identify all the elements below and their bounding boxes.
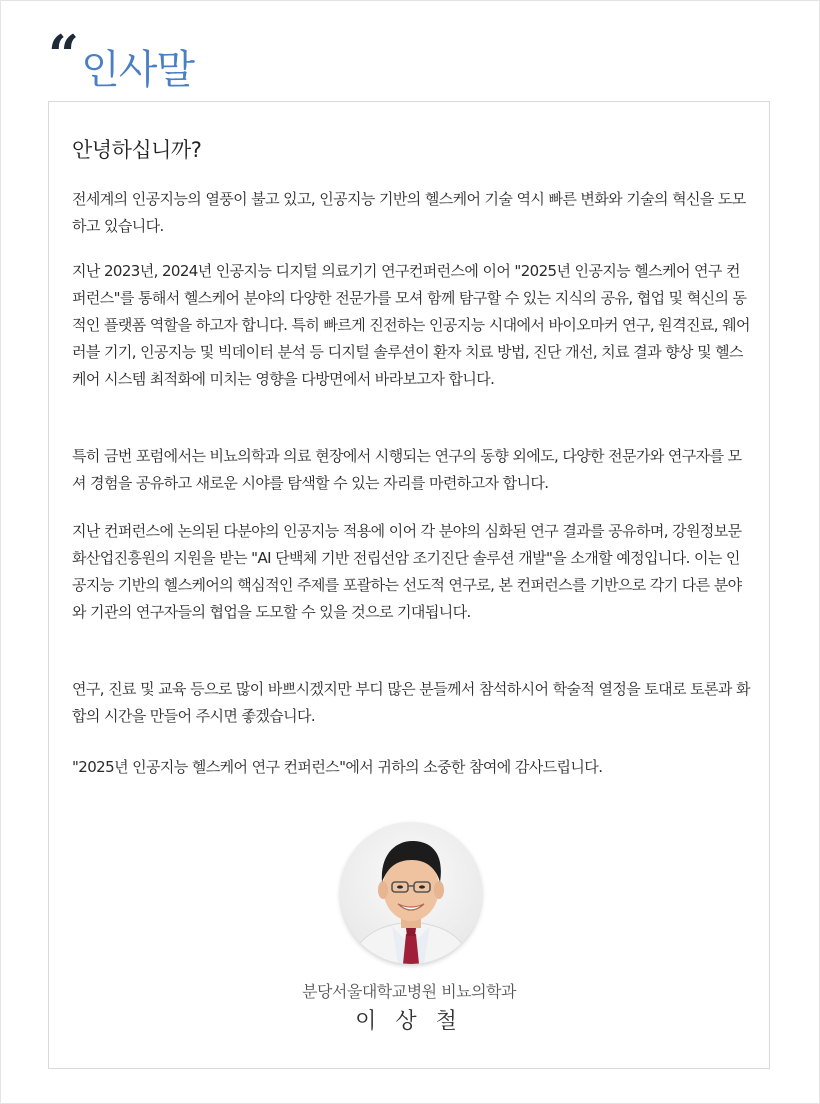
quote-icon: “ (48, 23, 76, 87)
portrait-photo (340, 822, 482, 964)
signer-name: 이 상 철 (355, 1009, 463, 1034)
section-heading (48, 23, 194, 94)
paragraph-6: "2025년 인공지능 헬스케어 연구 컨퍼런스"에서 귀하의 소중한 참여에 감사드립니다. (72, 758, 603, 776)
greeting-panel (48, 101, 770, 1069)
paragraph-3: 특히 금번 포럼에서는 비뇨의학과 의료 현장에서 시행되는 연구의 동향 외에도, 다양한 전문가와 연구자를 모셔 경험을 공유하고 새로운 시야를 탐색할 수 있는 자리를 마련하고자 합니다. (72, 447, 742, 492)
page-title: 인사말 (81, 48, 194, 92)
paragraph-1: 전세계의 인공지능의 열풍이 불고 있고, 인공지능 기반의 헬스케어 기술 역시 빠른 변화와 기술의 혁신을 도모하고 있습니다. (72, 190, 746, 235)
paragraph-5: 연구, 진료 및 교육 등으로 많이 바쁘시겠지만 부디 많은 분들께서 참석하시어 학술적 열정을 토대로 토론과 화합의 시간을 만들어 주시면 좋겠습니다. (72, 680, 750, 725)
affiliation-text: 분당서울대학교병원 비뇨의학과 (302, 982, 516, 1001)
greeting-text: 안녕하십니까? (72, 138, 202, 162)
portrait-image (340, 822, 482, 964)
paragraph-4: 지난 컨퍼런스에 논의된 다분야의 인공지능 적용에 이어 각 분야의 심화된 연구 결과를 공유하며, 강원정보문화산업진흥원의 지원을 받는 "AI 단백체 기반 전립선암 조기진단 솔루션 개발"을 소개할 예정입니다. 이는 인공지능 기반의 헬스케어의 핵심적인 주제를 포괄하는 선도적 연구로, 본 컨퍼런스를 기반으로 각기 다른 분야와 기관의 연구자들의 협업을 도모할 수 있을 것으로 기대됩니다. (72, 522, 742, 621)
paragraph-2: 지난 2023년, 2024년 인공지능 디지털 의료기기 연구컨퍼런스에 이어 "2025년 인공지능 헬스케어 연구 컨퍼런스"를 통해서 헬스케어 분야의 다양한 전문가를 모셔 함께 탐구할 수 있는 지식의 공유, 협업 및 혁신의 동적인 플랫폼 역할을 하고자 합니다. 특히 빠르게 진전하는 인공지능 시대에서 바이오마커 연구, 원격진료, 웨어러블 기기, 인공지능 및 빅데이터 분석 등 디지털 솔루션이 환자 치료 방법, 진단 개선, 치료 결과 향상 및 헬스케어 시스템 최적화에 미치는 영향을 다방면에서 바라보고자 합니다. (72, 262, 750, 388)
